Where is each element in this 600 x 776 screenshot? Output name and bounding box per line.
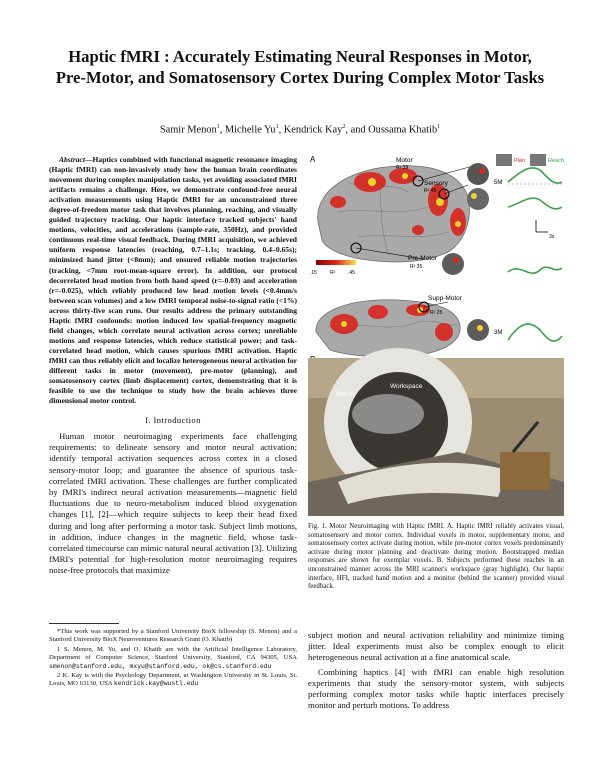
intro-paragraph-1: Human motor neuroimaging experiments face challenging requirements: to delineate sensory and motor neural activation; identify temporal activation sequences across cortex in a closed sensory-motor loop; and guarantee the absence of spurious task-correlated fMRI activation. These challenges are further complicated by fMRI's indirect neural activation measurements—magnetic field fluctuations due to neuro-metabolism induced blood oxygenation changes [1], [2]—which require subjects to keep their head fixed during and long after performing a motor task. Subject limb motions, in addition, induce changes in the magnetic field, whose task-correlated timecourse can mimic natural neural activation [3]. Utilizing fMRI's potential for high-resolution motor neuroimaging requires noise-free protocols that maximize xyxy=(49,430,297,576)
legend-reach: Reach xyxy=(548,158,564,164)
slice-premotor xyxy=(442,253,464,275)
label-bench: Bench xyxy=(336,391,355,398)
abstract-label: Abstract xyxy=(59,155,85,164)
scale-low: .15 xyxy=(310,270,317,276)
label-motor: Motor xyxy=(396,157,413,164)
trace-label-suppmotor: 3M xyxy=(494,330,503,336)
slice-sensory-hotspot xyxy=(471,193,477,199)
slice-premotor-hotspot xyxy=(453,257,459,263)
label-suppmotor-r2: R² 25 xyxy=(430,310,443,316)
slice-motor xyxy=(467,163,489,185)
figure-1 xyxy=(308,152,564,516)
legend-plan-swatch xyxy=(496,154,512,166)
footnote-affil-2 xyxy=(49,672,297,689)
slice-sensory xyxy=(467,188,489,210)
legend-reach-swatch xyxy=(530,154,546,166)
footnote-funding: *This work was supported by a Stanford University BioX fellowship (S. Menon) and a Stanford University BioX Neuroventures Research Grant (O. Khatib) xyxy=(49,628,297,644)
label-motor-r2: R² 39 xyxy=(396,165,409,171)
scalebar-time: 3s xyxy=(549,234,555,240)
label-sensory-r2: R² 45 xyxy=(424,188,437,194)
figure-1-svg xyxy=(308,152,564,516)
footnote-affil-2-text: 2 K. Kay is with the Psychology Department, at Washington University in St. Louis, St. Louis, MO 63130, USA xyxy=(49,672,297,688)
author-list: Samir Menon$^1$, Michelle Yu$^1$, Kendrick Kay$^2$, and Oussama Khatib$^1$ xyxy=(159,124,441,136)
author-1-affil: 1 xyxy=(216,124,220,130)
color-scale-bar xyxy=(316,260,356,265)
title-line-2: Pre-Motor, and Somatosensory Cortex During Complex Motor Tasks xyxy=(55,68,545,87)
paper-title xyxy=(30,46,570,88)
right-paragraph-2: Combining haptics [4] with fMRI can enable high resolution experiments that study the sensory-motor system, with subjects performing complex motor tasks while haptic interfaces precisely monitor and perturb motions. To address xyxy=(308,666,564,711)
footnote-affil-1-emails[interactable]: smenon@stanford.edu, mxyu@stanford.edu, ok@cs.stanford.edu xyxy=(49,662,272,670)
section-heading-introduction: I. Introduction xyxy=(145,415,201,426)
footnote-affil-1-text: 1 S. Menon, M. Yu, and O. Khatib are with the Artificial Intelligence Laboratory, Department of Computer Science, Stanford University, Stanford, CA 94305, USA xyxy=(49,645,297,662)
author-1: Samir Menon xyxy=(159,124,217,136)
trace-premotor xyxy=(508,267,562,273)
right-paragraph-1: subject motion and neural activation reliability and minimize timing jitter. Ideal experiments must also be complex enough to elicit heterogeneous neural activation at a fine anatomical scale. xyxy=(308,630,564,663)
author-2-affil: 1 xyxy=(275,124,279,130)
title-line-1: Haptic fMRI : Accurately Estimating Neural Responses in Motor, xyxy=(68,47,532,66)
trace-suppmotor xyxy=(508,324,562,341)
right-column xyxy=(308,630,564,711)
label-premotor-r2: R² 35 xyxy=(410,264,423,270)
response-traces xyxy=(508,168,562,341)
footnote-affil-2-email[interactable]: kendrick.kay@wustl.edu xyxy=(113,680,199,688)
trace-label-motor: 5M xyxy=(494,180,503,186)
label-suppmotor: Supp-Motor xyxy=(428,295,462,302)
footnote-affil-1 xyxy=(49,646,297,671)
scale-r2: R² xyxy=(330,270,336,276)
footnotes xyxy=(49,628,297,690)
author-4: and Oussama Khatib xyxy=(350,124,438,136)
label-sensory: Sensory xyxy=(424,180,448,187)
panel-a-label: A xyxy=(310,155,316,164)
figure-1-caption: Fig. 1. Motor Neuroimaging with Haptic fMRI. A. Haptic fMRI reliably activates visual, somatosensory and motor cortex. Individual voxels in motor, supplementary motor, and somatosensory cortex activate during motion, while pre-motor cortex voxels predominantly activate during motor planning and deactivate during motion. Bootstrapped median responses are shown for exemplar voxels. B. Subjects performed these reaches in an unconstrained manner across the MRI scanner's workspace (gray highlight). Our haptic interface, HFI, tracked hand motion and a monitor (behind the scanner) provided visual feedback. xyxy=(308,523,564,591)
footnote-rule xyxy=(49,623,119,624)
slice-motor-hotspot xyxy=(479,168,485,174)
slice-suppmotor-hotspot xyxy=(477,325,483,331)
left-column xyxy=(49,155,297,577)
abstract-text: —Haptics combined with functional magnetic resonance imaging (Haptic fMRI) can non-invasively study how the human brain coordinates movement during complex manipulation tasks, yet avoiding associated fMRI artifacts remains a challenge. Here, we demonstrate confound-free neural activation measurements using Haptic fMRI for an unconstrained three degree-of-freedom motor task that involves planning, reaching, and visually guided trajectory tracking. Our haptic interface tracked subjects' hand motions, velocities, and accelerations (sample-rate, 350Hz), and provided continuous real-time visual feedback. During fMRI acquisition, we achieved uniform response latencies (reaching, 0.7–1.1s; tracking, 0.4–0.65s); minimized hand jitter (<8mm); and ensured reliable motion trajectories (tracking, <7mm root-mean-square error). In addition, our protocol decorrelated head motion from both hand speed (r=-0.03) and acceleration (r=-0.025), which reliably produced low head motion levels (<0.4mm/s between scan volumes) and a low fMRI temporal noise-to-signal ratio (<1%) across thirty-five scan runs. Our results address the primary outstanding Haptic fMRI confounds: motion induced low spatial-frequency magnetic field changes, which correlate neural activation across cortex; unreliable motions and response latencies, which reduce statistical power; and task-correlated head motion, which causes spurious fMRI activation. Haptic fMRI can thus reliably elicit and localize heterogeneous neural activation for different tasks in motor (movement), pre-motor (planning), and somatosensory cortex (limb displacement) cortex, demonstrating that it is feasible to use the technique to study how the brain achieves three dimensional motor control. xyxy=(49,155,297,406)
workspace-highlight xyxy=(352,394,424,434)
trace-sensory xyxy=(508,198,562,209)
author-4-affil: 1 xyxy=(437,124,441,130)
label-workspace: Workspace xyxy=(390,383,423,390)
legend-plan: Plan xyxy=(514,158,526,164)
scale-high: .45 xyxy=(348,270,355,276)
author-3: Kendrick Kay xyxy=(283,124,343,136)
author-3-affil: 2 xyxy=(342,124,346,130)
label-premotor: Pre-Motor xyxy=(408,255,437,262)
abstract xyxy=(49,155,297,406)
trace-motor xyxy=(508,168,562,183)
author-2: Michelle Yu xyxy=(224,124,276,136)
haptic-device xyxy=(500,452,550,490)
